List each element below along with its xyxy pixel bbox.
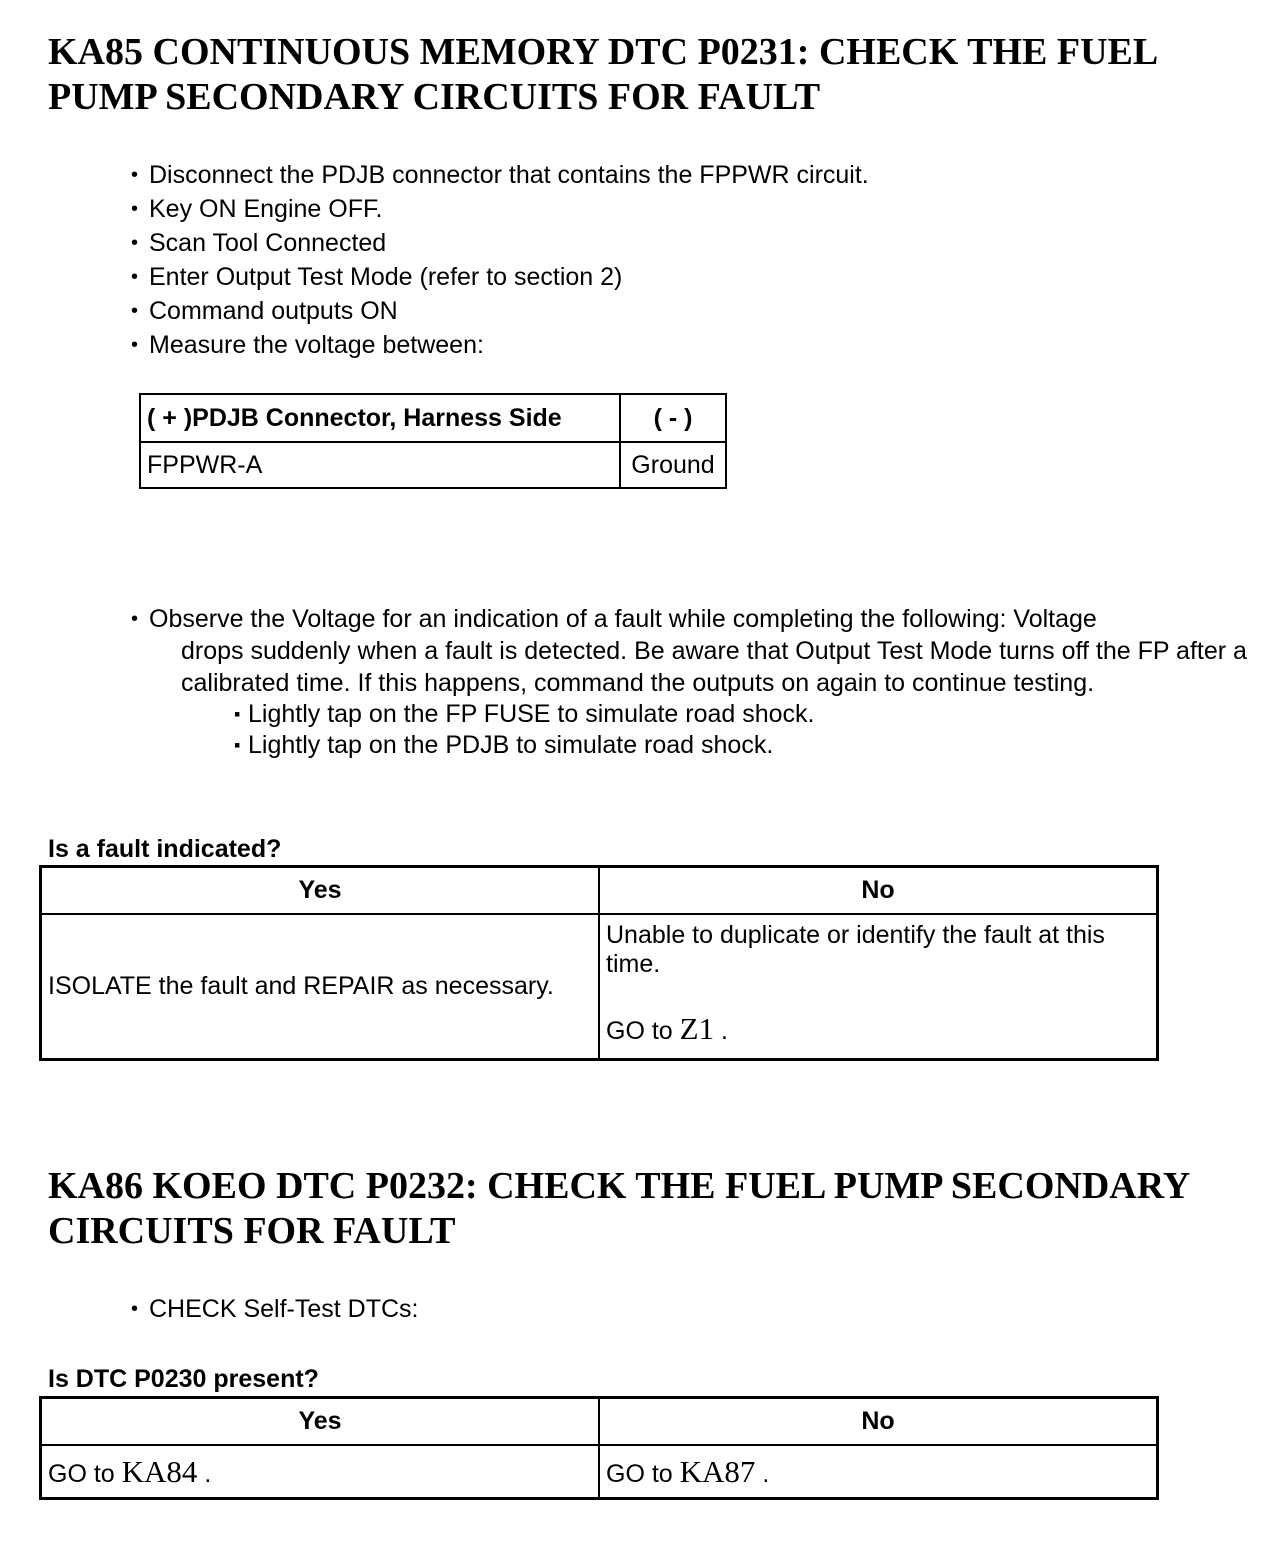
goto-link-ka87[interactable]: KA87 <box>679 1453 756 1489</box>
column-header-negative: ( - ) <box>620 394 726 442</box>
yes-header: Yes <box>41 867 600 915</box>
list-item: • Enter Output Test Mode (refer to section 2) <box>131 260 869 294</box>
list-item: • Command outputs ON <box>131 294 869 328</box>
table-cell: Ground <box>620 442 726 488</box>
goto-prefix: GO to <box>606 1017 680 1045</box>
table-row <box>41 914 1158 1060</box>
list-item <box>131 603 1251 761</box>
table-header-row <box>41 867 1158 915</box>
list-item: • Disconnect the PDJB connector that contains the FPPWR circuit. <box>131 158 869 192</box>
goto-suffix: . <box>714 1017 728 1045</box>
list-item: • Measure the voltage between: <box>131 328 869 362</box>
no-header: No <box>599 1398 1158 1446</box>
yes-cell <box>41 1445 600 1499</box>
list-item: • CHECK Self-Test DTCs: <box>131 1292 418 1326</box>
goto-suffix: . <box>755 1459 770 1488</box>
sub-list-item: ▪ Lightly tap on the FP FUSE to simulate road shock. <box>234 699 1251 730</box>
instruction-list <box>131 158 869 362</box>
yes-header: Yes <box>41 1398 600 1446</box>
goto-prefix: GO to <box>606 1459 680 1488</box>
sub-list-item: ▪ Lightly tap on the PDJB to simulate road shock. <box>234 730 1251 761</box>
observe-text: Observe the Voltage for an indication of a fault while completing the following: Voltage <box>149 605 1097 633</box>
section-title-ka86: KA86 KOEO DTC P0232: CHECK THE FUEL PUMP SECONDARY CIRCUITS FOR FAULT <box>48 1165 1189 1252</box>
list-item: • Scan Tool Connected <box>131 226 869 260</box>
measurement-table <box>139 393 727 489</box>
no-cell-text: Unable to duplicate or identify the fault at this time. <box>606 921 1105 978</box>
table-row <box>41 1445 1158 1499</box>
goto-link-ka84[interactable]: KA84 <box>121 1453 198 1489</box>
goto-link-z1[interactable]: Z1 <box>679 1011 715 1046</box>
column-header-positive: ( + )PDJB Connector, Harness Side <box>140 394 620 442</box>
decision-table <box>39 865 1159 1061</box>
goto-prefix: GO to <box>48 1459 122 1488</box>
no-cell <box>599 914 1158 1060</box>
list-item: • Key ON Engine OFF. <box>131 192 869 226</box>
question-dtc-present: Is DTC P0230 present? <box>48 1365 319 1393</box>
table-cell: FPPWR-A <box>140 442 620 488</box>
question-fault-indicated: Is a fault indicated? <box>48 835 282 863</box>
table-header-row <box>41 1398 1158 1446</box>
no-header: No <box>599 867 1158 915</box>
section-title-ka85: KA85 CONTINUOUS MEMORY DTC P0231: CHECK THE FUEL PUMP SECONDARY CIRCUITS FOR FAULT <box>48 31 1157 118</box>
table-row <box>140 442 726 488</box>
observe-list <box>131 603 1251 761</box>
instruction-list <box>131 1292 418 1326</box>
observe-continuation: drops suddenly when a fault is detected. Be aware that Output Test Mode turns off the FP after a calibrated time. If this happens, command the outputs on again to continue testing. <box>181 637 1247 697</box>
goto-suffix: . <box>197 1459 212 1488</box>
no-cell <box>599 1445 1158 1499</box>
decision-table <box>39 1396 1159 1500</box>
sub-step-list <box>149 699 1251 761</box>
yes-cell: ISOLATE the fault and REPAIR as necessary. <box>41 914 600 1060</box>
table-header-row <box>140 394 726 442</box>
